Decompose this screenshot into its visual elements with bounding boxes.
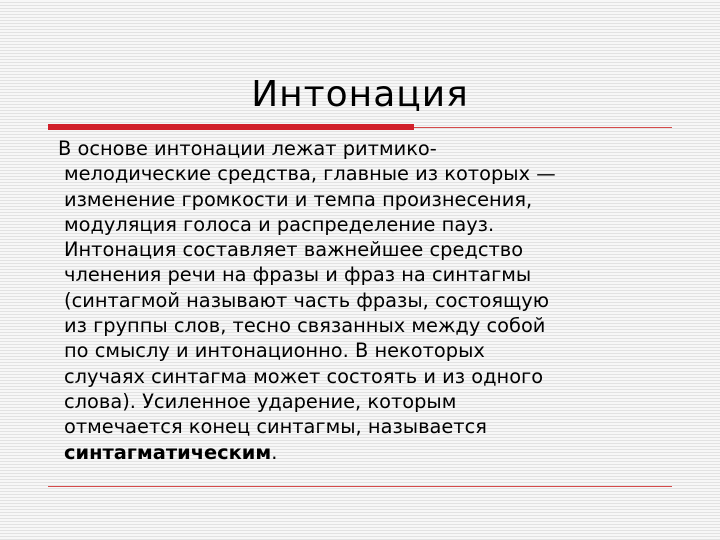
body-line: по смыслу и интонационно. В некоторых — [64, 339, 485, 363]
body-line: случаях синтагма может состоять и из одного — [64, 364, 544, 388]
body-line: членения речи на фразы и фраз на синтагмы — [64, 263, 532, 287]
title-divider-thin-line — [414, 127, 672, 128]
body-line: модуляция голоса и распределение пауз. — [64, 212, 495, 236]
emphasis-term: синтагматическим — [64, 440, 272, 464]
body-paragraph — [58, 136, 658, 465]
title-divider — [48, 124, 672, 130]
final-punctuation: . — [271, 440, 278, 464]
body-line: мелодические средства, главные из которых — — [64, 162, 556, 186]
body-line: Интонация составляет важнейшее средство — [64, 238, 524, 262]
slide-title: Интонация — [251, 74, 469, 115]
body-line: отмечается конец синтагмы, называется — [64, 415, 487, 439]
body-line: из группы слов, тесно связанных между собой — [64, 314, 546, 338]
body-line: (синтагмой называют часть фразы, состоящую — [64, 288, 550, 312]
body-line: изменение громкости и темпа произнесения, — [64, 187, 533, 211]
bottom-divider — [48, 486, 672, 487]
body-line: слова). Усиленное ударение, которым — [64, 389, 457, 413]
title-divider-accent-bar — [48, 124, 414, 130]
body-last-line — [58, 440, 658, 465]
body-line: В основе интонации лежат ритмико- — [58, 137, 437, 160]
